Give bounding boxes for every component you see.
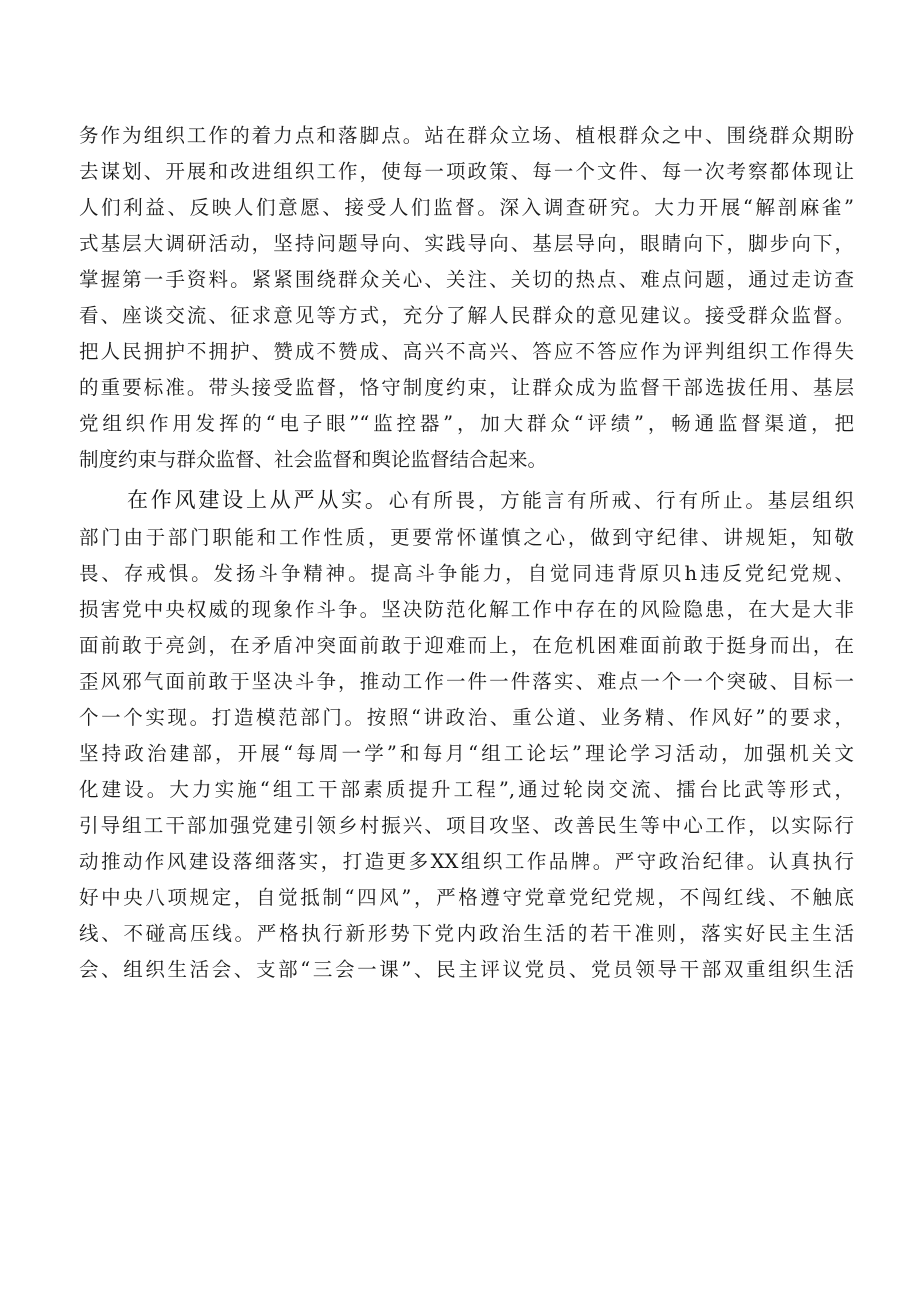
paragraph-2-line-13: 线、不碰高压线。严格执行新形势下党内政治生活的若干准则，落实好民主生活 — [79, 922, 854, 945]
paragraph-2-line-11: 动推动作风建设落细落实，打造更多XX组织工作品牌。严守政治纪律。认真执行 — [79, 850, 854, 873]
paragraph-2-line-14: 会、组织生活会、支部“三会一课”、民主评议党员、党员领导干部双重组织生活 — [79, 958, 854, 981]
paragraph-1-line-4: 式基层大调研活动，坚持问题导向、实践导向、基层导向，眼睛向下，脚步向下， — [79, 232, 854, 255]
paragraph-2-line-2: 部门由于部门职能和工作性质，更要常怀谨慎之心，做到守纪律、讲规矩，知敬 — [79, 526, 854, 549]
paragraph-1-line-10: 制度约束与群众监督、社会监督和舆论监督结合起来。 — [79, 448, 548, 471]
paragraph-1-line-2: 去谋划、开展和改进组织工作，使每一项政策、每一个文件、每一次考察都体现让 — [79, 160, 854, 183]
paragraph-2-line-6: 歪风邪气面前敢于坚决斗争，推动工作一件一件落实、难点一个一个突破、目标一 — [79, 670, 854, 693]
paragraph-2-line-4: 损害党中央权威的现象作斗争。坚决防范化解工作中存在的风险隐患，在大是大非 — [79, 598, 854, 621]
paragraph-2-line-1 — [127, 482, 854, 518]
paragraph-2-line-1-text: 心有所畏，方能言有所戒、行有所止。基层组织 — [388, 489, 854, 512]
paragraph-1-line-8: 的重要标准。带头接受监督，恪守制度约束，让群众成为监督干部选拔任用、基层 — [79, 376, 854, 399]
paragraph-2-line-5: 面前敢于亮剑，在矛盾冲突面前敢于迎难而上，在危机困难面前敢于挺身而出，在 — [79, 634, 854, 657]
section-heading: 在作风建设上从严从实。 — [127, 488, 389, 512]
paragraph-1-line-1: 务作为组织工作的着力点和落脚点。站在群众立场、植根群众之中、围绕群众期盼 — [79, 124, 854, 147]
paragraph-2-line-10: 引导组工干部加强党建引领乡村振兴、项目攻坚、改善民生等中心工作，以实际行 — [79, 814, 854, 837]
paragraph-1-line-7: 把人民拥护不拥护、赞成不赞成、高兴不高兴、答应不答应作为评判组织工作得失 — [79, 340, 854, 363]
paragraph-2-line-7: 个一个实现。打造模范部门。按照“讲政治、重公道、业务精、作风好”的要求， — [79, 706, 854, 729]
paragraph-2-line-3: 畏、存戒惧。发扬斗争精神。提高斗争能力，自觉同违背原贝h违反党纪党规、 — [79, 562, 854, 585]
paragraph-1-line-5: 掌握第一手资料。紧紧围绕群众关心、关注、关切的热点、难点问题，通过走访查 — [79, 268, 854, 291]
paragraph-1-line-9: 党组织作用发挥的“电子眼”“监控器”，加大群众“评绩”，畅通监督渠道，把 — [79, 412, 854, 435]
paragraph-2-line-8: 坚持政治建部，开展“每周一学”和每月“组工论坛”理论学习活动，加强机关文 — [79, 742, 854, 765]
paragraph-1-line-3: 人们利益、反映人们意愿、接受人们监督。深入调查研究。大力开展“解剖麻雀” — [79, 196, 854, 219]
paragraph-2-line-9: 化建设。大力实施“组工干部素质提升工程”,通过轮岗交流、擂台比武等形式， — [79, 778, 854, 801]
paragraph-2-line-12: 好中央八项规定，自觉抵制“四风”，严格遵守党章党纪党规，不闯红线、不触底 — [79, 886, 854, 909]
paragraph-1-line-6: 看、座谈交流、征求意见等方式，充分了解人民群众的意见建议。接受群众监督。 — [79, 304, 854, 327]
